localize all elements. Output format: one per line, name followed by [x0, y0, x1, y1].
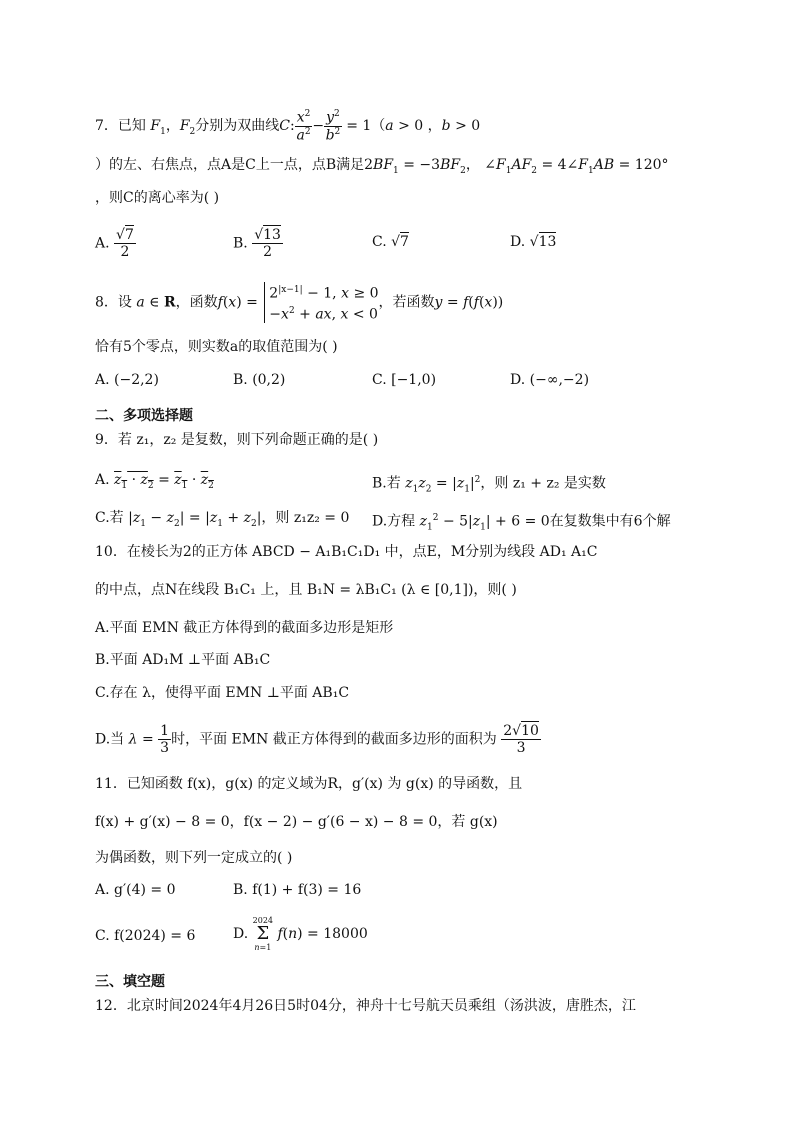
q11-option-a: A. g′(4) = 0	[95, 882, 176, 898]
q10-option-a: A.平面 EMN 截正方体得到的截面多边形是矩形	[95, 620, 394, 636]
piecewise-function: $2^{|x-1|} - 1$, x ≥ 0 $-x^2$ + ax, x < 0	[264, 282, 378, 323]
q7-line2: ）的左、右焦点，点A是C上一点，点B满足$2BF_1 = -3BF_2$， $\angle F_1AF_2$ = $4\angle F_1AB = 120^\circ$	[95, 157, 669, 176]
q8-option-c: C. [−1,0)	[372, 372, 437, 388]
q7-line3: ，则C的离心率为( )	[95, 190, 220, 206]
q9-stem: 9．若 z₁，z₂ 是复数，则下列命题正确的是( )	[95, 432, 379, 448]
q10-option-b: B.平面 AD₁M ⊥平面 AB₁C	[95, 652, 271, 668]
fraction: $\frac{y^2}{b^2}$	[325, 109, 341, 144]
section-multiple-choice: 二、多项选择题	[95, 408, 193, 424]
q7-option-b: B. $\frac{√13}{2}$	[233, 227, 281, 260]
fraction: $\frac{x^2}{a^2}$	[296, 109, 311, 144]
section-fill-in: 三、填空题	[95, 974, 165, 990]
q7-line1: 7．已知 $F_1$，$F_2$分别为双曲线C: $\frac{x^2}{a^2}$ − $\frac{y^2}{b^2}$ = 1（a > 0 ，b > 0	[95, 109, 481, 144]
q7-option-c: C. √7	[372, 234, 409, 250]
q8-line1: 8．设 a ∈ R，函数$f(x) = 2^{|x-1|} - 1$, x ≥ 0 $-x^2$ + ax, x < 0，若函数y = f(f(x))	[95, 282, 503, 323]
q11-line3: 为偶函数，则下列一定成立的( )	[95, 850, 293, 866]
q9-option-b: B.若 $z_1z_2 = |z_1|^2$，则 z₁ + z₂ 是实数	[372, 475, 606, 495]
q7-intro: 7．已知	[95, 118, 146, 135]
q11-line1: 11．已知函数 f(x)，g(x) 的定义域为R，g′(x) 为 g(x) 的导函数，且	[95, 776, 523, 792]
q10-line1: 10．在棱长为2的正方体 ABCD − A₁B₁C₁D₁ 中，点E，M分别为线段 AD₁ A₁C	[95, 544, 598, 560]
q7-hyperbola-text: 分别为双曲线	[195, 118, 280, 135]
q7-option-a: A. $\frac{√7}{2}$	[95, 227, 134, 260]
q9-option-d: D.方程 $z_1^2 - 5|z_1| + 6 = 0$在复数集中有6个解	[372, 513, 671, 533]
q10-line2: 的中点，点N在线段 B₁C₁ 上，且 B₁N = λB₁C₁ (λ ∈ [0,1])，则( )	[95, 582, 517, 598]
q11-option-c: C. f(2024) = 6	[95, 928, 196, 944]
q8-line2: 恰有5个零点，则实数a的取值范围为( )	[95, 339, 338, 355]
q8-option-a: A. (−2,2)	[95, 372, 159, 388]
q7-condition-text: ）的左、右焦点，点A是C上一点，点B满足	[95, 157, 365, 173]
q9-option-a: A. $z_1 \cdot z_2 = z_1 \cdot z_2$	[95, 472, 214, 491]
q10-option-c: C.存在 λ，使得平面 EMN ⊥平面 AB₁C	[95, 685, 350, 701]
q11-option-d: D. 2024 Σ n=1 f(n) = 18000	[233, 916, 368, 952]
q11-line2: f(x) + g′(x) − 8 = 0，f(x − 2) − g′(6 − x) − 8 = 0，若 g(x)	[95, 814, 498, 830]
q11-option-b: B. f(1) + f(3) = 16	[233, 882, 362, 898]
q8-option-b: B. (0,2)	[233, 372, 286, 388]
q10-option-d: D.当 λ = $\frac{1}{3}$ 时，平面 EMN 截正方体得到的截面多边形的面积为 $\frac{2√10}{3}$	[95, 723, 539, 756]
q7-option-d: D. √13	[510, 234, 557, 250]
q8-option-d: D. (−∞,−2)	[510, 372, 590, 388]
q9-option-c: C.若 $|z_1 - z_2| = |z_1 + z_2|$，则 z₁z₂ = 0	[95, 510, 350, 529]
q12-line1: 12．北京时间2024年4月26日5时04分，神舟十七号航天员乘组（汤洪波，唐胜杰，江	[95, 998, 636, 1014]
